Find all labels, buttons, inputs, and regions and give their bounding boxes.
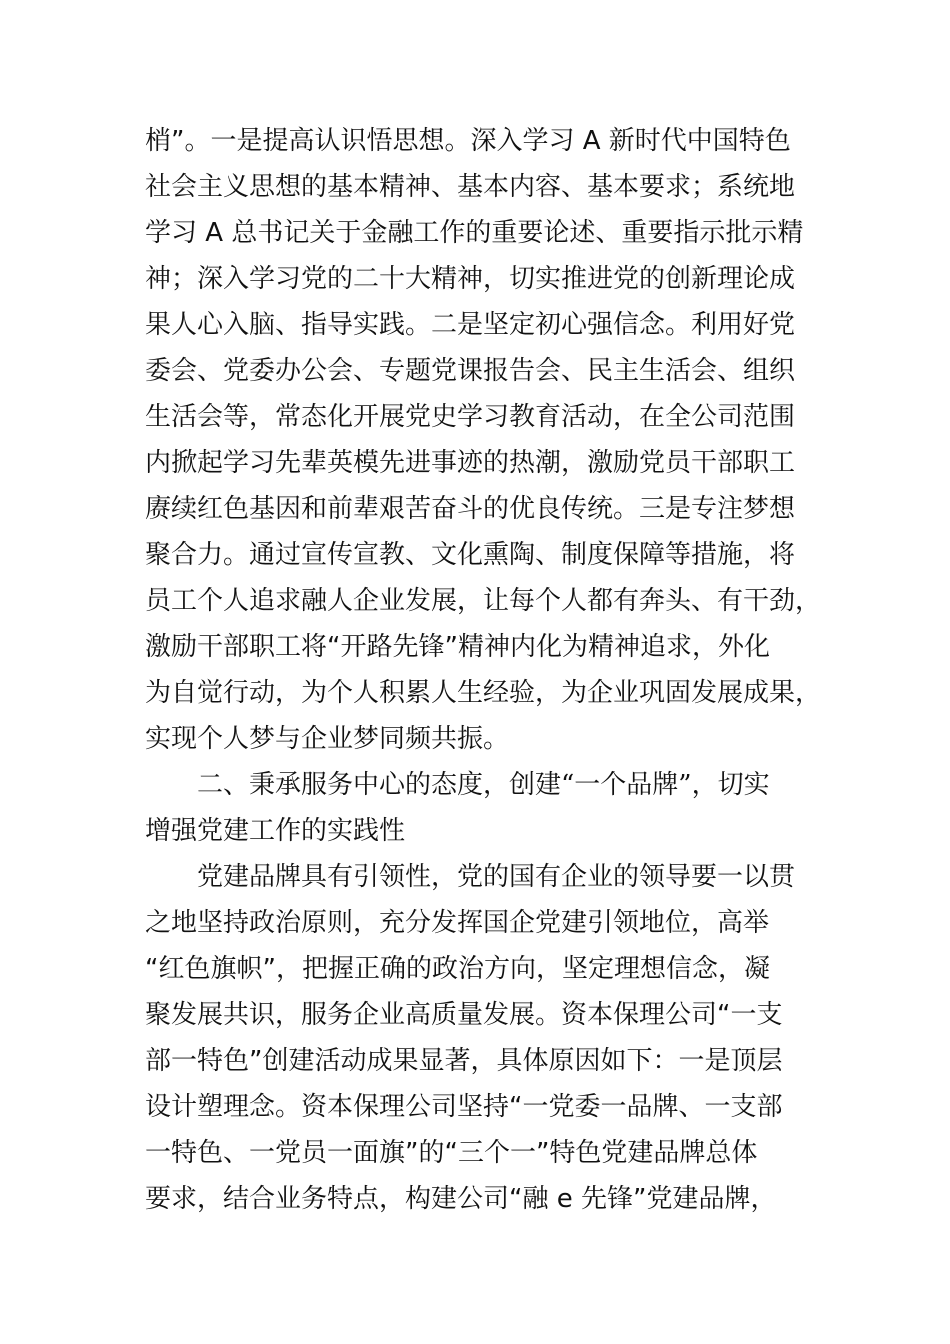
text-line: 聚合力。通过宣传宣教、文化熏陶、制度保障等措施，将: [145, 540, 796, 570]
text-line: 学习 A 总书记关于金融工作的重要论述、重要指示批示精: [145, 218, 804, 248]
text-line: 激励干部职工将“开路先锋”精神内化为精神追求，外化: [145, 632, 770, 662]
text-line: 委会、党委办公会、专题党课报告会、民主生活会、组织: [145, 356, 796, 386]
text-line: 内掀起学习先辈英模先进事迹的热潮，激励党员干部职工: [145, 448, 796, 478]
paragraph-start: 党建品牌具有引领性，党的国有企业的领导要一以贯: [197, 862, 796, 892]
text-line: 设计塑理念。资本保理公司坚持“一党委一品牌、一支部: [145, 1092, 783, 1122]
section-heading-continued: 增强党建工作的实践性: [145, 816, 406, 846]
text-line: 为自觉行动，为个人积累人生经验，为企业巩固发展成果，: [145, 678, 822, 708]
text-line: 社会主义思想的基本精神、基本内容、基本要求；系统地: [145, 172, 796, 202]
text-line: 员工个人追求融人企业发展，让每个人都有奔头、有干劲，: [145, 586, 822, 616]
text-line: 神；深入学习党的二十大精神，切实推进党的创新理论成: [145, 264, 796, 294]
text-line: 部一特色”创建活动成果显著，具体原因如下：一是顶层: [145, 1046, 783, 1076]
document-body: [145, 118, 822, 1222]
text-line: 实现个人梦与企业梦同频共振。: [145, 724, 510, 754]
text-line: 生活会等，常态化开展党史学习教育活动，在全公司范围: [145, 402, 796, 432]
text-line: 赓续红色基因和前辈艰苦奋斗的优良传统。三是专注梦想: [145, 494, 796, 524]
text-line: 聚发展共识，服务企业高质量发展。资本保理公司“一支: [145, 1000, 783, 1030]
section-heading: 二、秉承服务中心的态度，创建“一个品牌”，切实: [197, 770, 770, 800]
text-line: 一特色、一党员一面旗”的“三个一”特色党建品牌总体: [145, 1138, 758, 1168]
text-line: 果人心入脑、指导实践。二是坚定初心强信念。利用好党: [145, 310, 796, 340]
text-line: 之地坚持政治原则，充分发挥国企党建引领地位，高举: [145, 908, 770, 938]
text-line: 梢”。一是提高认识悟思想。深入学习 A 新时代中国特色: [145, 126, 791, 156]
text-line: “红色旗帜”，把握正确的政治方向，坚定理想信念，凝: [145, 954, 770, 984]
text-line: 要求，结合业务特点，构建公司“融 e 先锋”党建品牌，: [145, 1184, 777, 1214]
